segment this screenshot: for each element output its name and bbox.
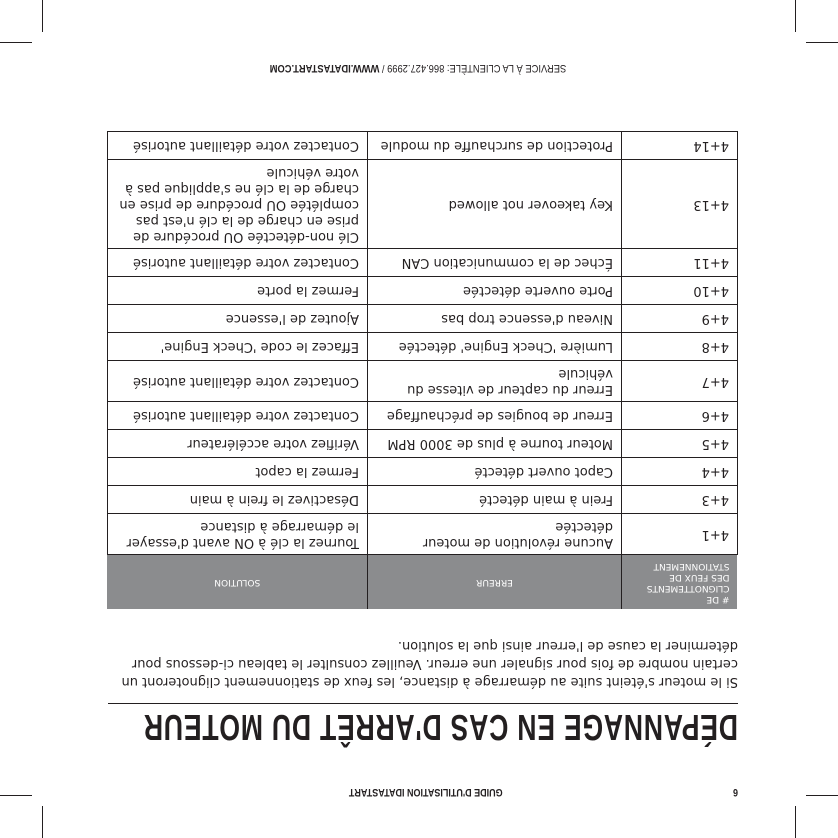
guide-title: GUIDE D'UTILISATION IDATASTART (348, 786, 503, 798)
table-row (108, 430, 738, 458)
customer-service: SERVICE À LA CLIENTÈLE: 866.427.2999 / (379, 62, 567, 74)
solution-cell: Clé non-détectée OU procédure de prise en charge de la clé n'est pas complétée OU procédure de prise en charge de la clé ne s'applique pas à votre véhicule (108, 160, 368, 249)
title-divider (108, 703, 738, 704)
flash-code: 4+5 (622, 430, 738, 458)
table-row (108, 305, 738, 333)
page-number: 6 (732, 786, 738, 798)
header-error: ERREUR (368, 555, 622, 610)
crop-mark (806, 795, 838, 796)
table-row (108, 333, 738, 361)
error-cell: Key takeover not allowed (368, 160, 622, 249)
solution-cell: Ajoutez de l'essence (108, 305, 368, 333)
error-cell: Erreur du capteur de vitesse du véhicule (368, 361, 622, 402)
error-cell: Échec de la communication CAN (368, 249, 622, 277)
table-row (108, 160, 738, 249)
solution-cell: Fermez la porte (108, 277, 368, 305)
crop-mark (795, 0, 796, 32)
flash-code: 4+7 (622, 361, 738, 402)
table-row (108, 458, 738, 486)
table-row (108, 361, 738, 402)
page-header (197, 782, 738, 798)
table-row (108, 132, 738, 160)
crop-mark (806, 42, 838, 43)
solution-cell: Contactez votre détaillant autorisé (108, 132, 368, 160)
page-title: DÉPANNAGE EN CAS D'ARRÊT DU MOTEUR (143, 707, 738, 748)
crop-mark (0, 42, 32, 43)
error-cell: Frein à main détecté (368, 486, 622, 514)
crop-mark (0, 795, 32, 796)
table-header-row (108, 555, 738, 610)
solution-cell: Désactivez le frein à main (108, 486, 368, 514)
flash-code: 4+9 (622, 305, 738, 333)
flash-code: 4+4 (622, 458, 738, 486)
flash-code: 4+11 (622, 249, 738, 277)
flash-code: 4+8 (622, 333, 738, 361)
error-cell: Porte ouverte détectée (368, 277, 622, 305)
table-row (108, 486, 738, 514)
solution-cell: Vérifiez votre accélérateur (108, 430, 368, 458)
crop-mark (795, 806, 796, 838)
flash-code: 4+10 (622, 277, 738, 305)
crop-mark (42, 806, 43, 838)
flash-code: 4+14 (622, 132, 738, 160)
flash-code: 4+6 (622, 402, 738, 430)
solution-cell: Contactez votre détaillant autorisé (108, 402, 368, 430)
table-row (108, 249, 738, 277)
header-solution: SOLUTION (108, 555, 368, 610)
error-cell: Aucune révolution de moteur détectée (368, 514, 622, 555)
error-cell: Protection de surchauffe du module (368, 132, 622, 160)
intro-paragraph: Si le moteur s'éteint suite au démarrage à distance, les feux de stationnement clignoteront un certain nombre de fois pour signaler une erreur. Veuillez consulter le tableau ci-dessous pour déterminer la cause de l'erreur ainsi que la solution. (121, 638, 738, 689)
solution-cell: Contactez votre détaillant autorisé (108, 361, 368, 402)
header-flashes: # DE CLIGNOTTEMENTS DES FEUX DE STATIONNEMENT (622, 555, 738, 610)
flash-code: 4+3 (622, 486, 738, 514)
table-row (108, 514, 738, 555)
table-row (108, 402, 738, 430)
error-codes-table (107, 131, 738, 609)
error-cell: Moteur tourne à plus de 3000 RPM (368, 430, 622, 458)
page-footer (146, 62, 690, 74)
error-cell: Lumière 'Check Engine' détectée (368, 333, 622, 361)
flash-code: 4+13 (622, 160, 738, 249)
flash-code: 4+1 (622, 514, 738, 555)
solution-cell: Effacez le code 'Check Engine' (108, 333, 368, 361)
error-cell: Capot ouvert détecté (368, 458, 622, 486)
solution-cell: Tournez la clé à ON avant d'essayer le démarrage à distance (108, 514, 368, 555)
solution-cell: Fermez la capot (108, 458, 368, 486)
table-row (108, 277, 738, 305)
error-cell: Niveau d'essence trop bas (368, 305, 622, 333)
website-link[interactable]: WWW.IDATASTART.COM (269, 62, 380, 74)
crop-mark (42, 0, 43, 32)
solution-cell: Contactez votre détaillant autorisé (108, 249, 368, 277)
error-cell: Erreur de bougies de préchauffage (368, 402, 622, 430)
